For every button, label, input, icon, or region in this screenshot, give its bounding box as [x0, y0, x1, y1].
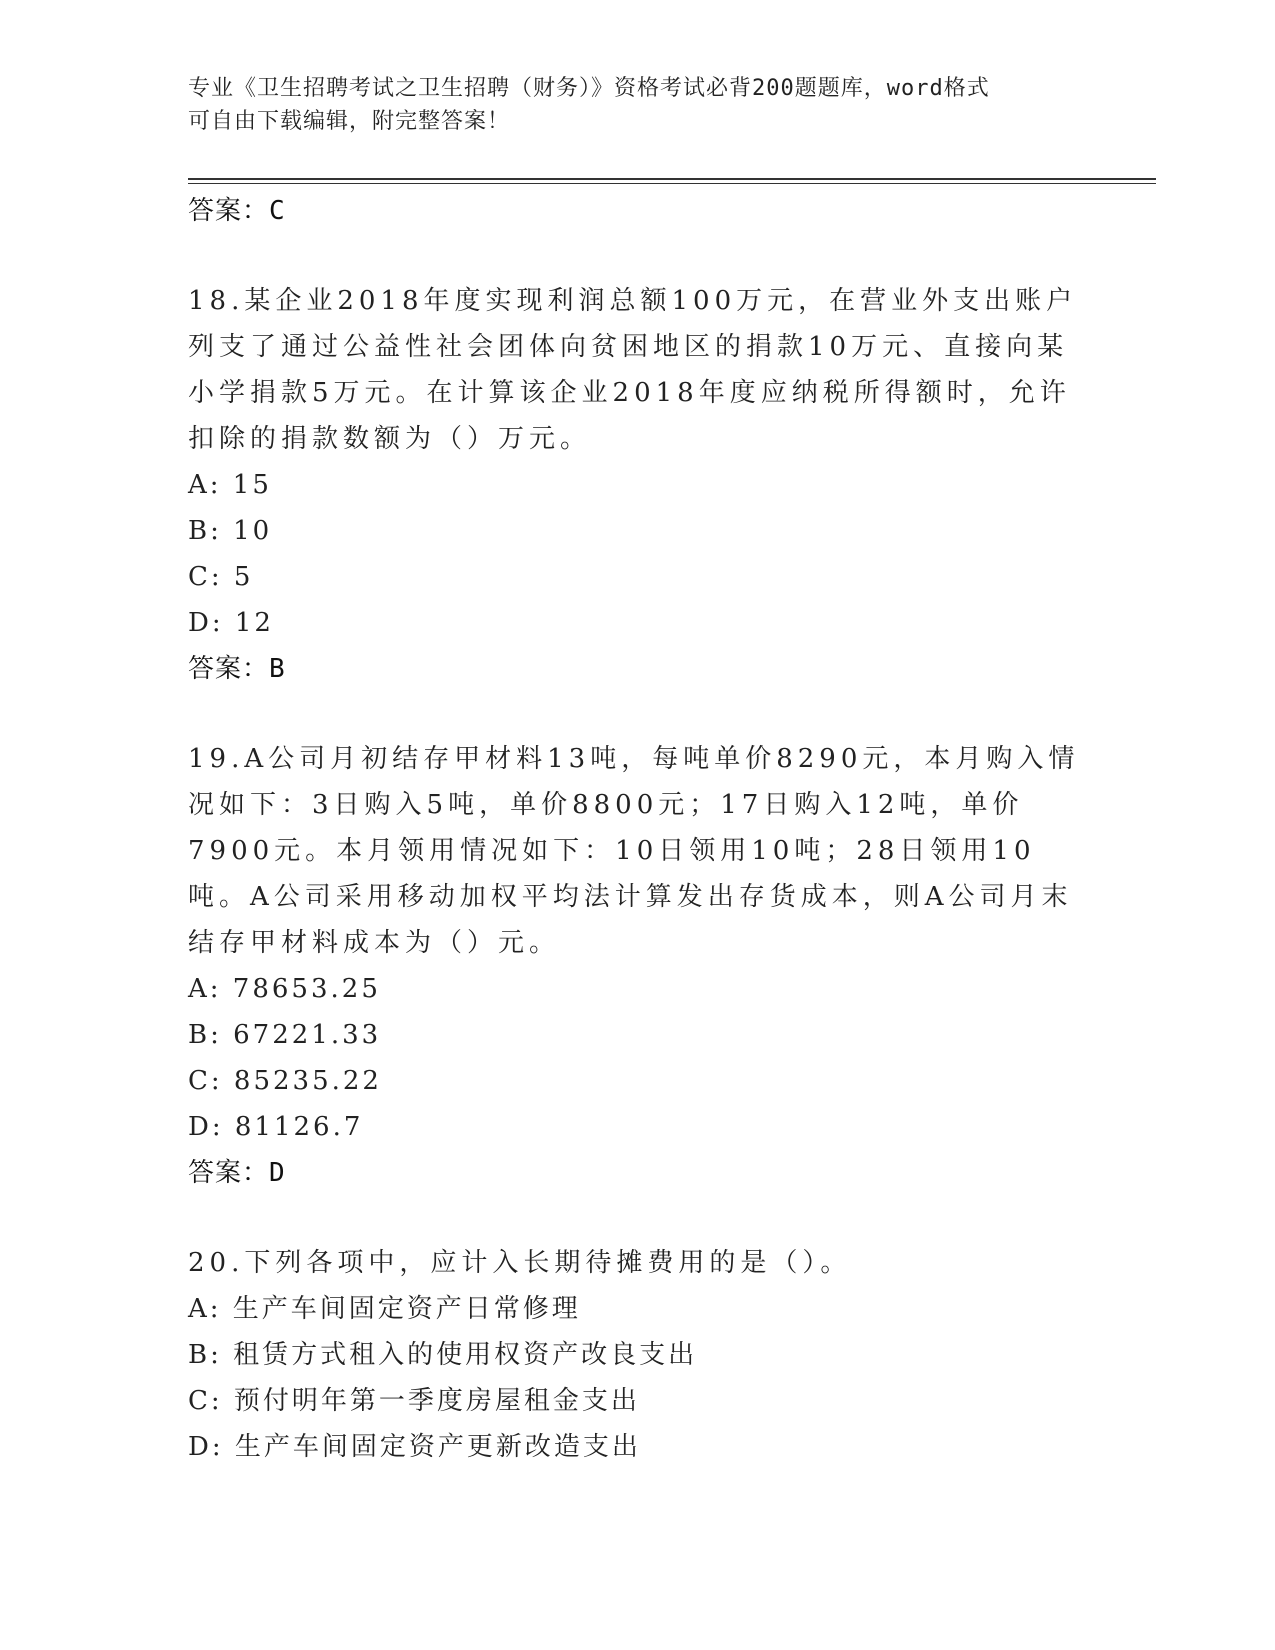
- question-stem: 18.某企业2018年度实现利润总额100万元，在营业外支出账户列支了通过公益性社会团体向贫困地区的捐款10万元、直接向某小学捐款5万元。在计算该企业2018年度应纳税所得额时，允许扣除的捐款数额为（）万元。: [188, 286, 1078, 454]
- spacer: [188, 1196, 1088, 1240]
- option-d: D: 生产车间固定资产更新改造支出: [188, 1432, 641, 1462]
- option-c: C: 预付明年第一季度房屋租金支出: [188, 1386, 640, 1416]
- option-b: B: 10: [188, 516, 273, 546]
- option-c: C: 5: [188, 562, 254, 592]
- question-answer: 答案：B: [188, 654, 286, 684]
- option-c: C: 85235.22: [188, 1066, 382, 1096]
- option-d: D: 12: [188, 608, 274, 638]
- option-a: A: 15: [188, 470, 272, 500]
- header-line-1: 专业《卫生招聘考试之卫生招聘（财务）》资格考试必背200题题库，word格式: [188, 76, 990, 101]
- question-19: [188, 736, 1088, 1196]
- option-d: D: 81126.7: [188, 1112, 364, 1142]
- question-20: [188, 1240, 1088, 1470]
- question-answer: 答案：D: [188, 1158, 286, 1188]
- option-a: A: 78653.25: [188, 974, 381, 1004]
- spacer: [188, 234, 1088, 278]
- option-b: B: 67221.33: [188, 1020, 382, 1050]
- document-body: [188, 188, 1088, 1470]
- header-divider: [188, 178, 1156, 184]
- question-stem: 20.下列各项中，应计入长期待摊费用的是（）。: [188, 1248, 852, 1278]
- spacer: [188, 692, 1088, 736]
- previous-answer: 答案：C: [188, 196, 286, 226]
- option-a: A: 生产车间固定资产日常修理: [188, 1294, 581, 1324]
- question-18: [188, 278, 1088, 692]
- question-stem: 19.A公司月初结存甲材料13吨，每吨单价8290元，本月购入情况如下：3日购入5吨，单价8800元；17日购入12吨，单价7900元。本月领用情况如下：10日领用10吨；28日领用10吨。A公司采用移动加权平均法计算发出存货成本，则A公司月末结存甲材料成本为（）元。: [188, 744, 1080, 958]
- page-header: [188, 72, 1068, 138]
- header-line-2: 可自由下载编辑，附完整答案！: [188, 109, 511, 134]
- option-b: B: 租赁方式租入的使用权资产改良支出: [188, 1340, 698, 1370]
